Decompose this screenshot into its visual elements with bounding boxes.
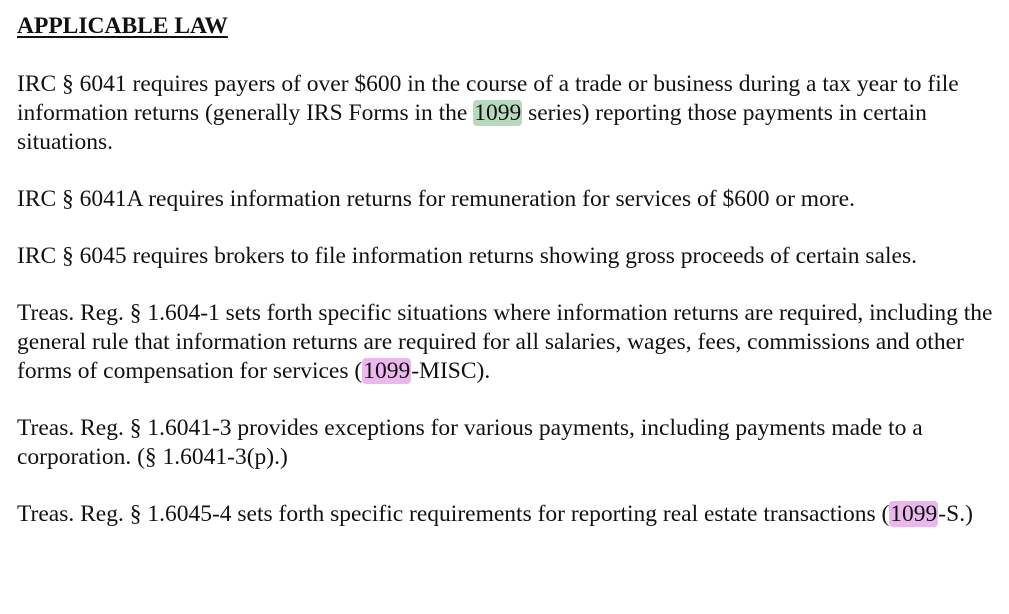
paragraph-text: Treas. Reg. § 1.6045-4 sets forth specific requirements for reporting real estate transactions ( bbox=[17, 501, 890, 527]
paragraph-text: Treas. Reg. § 1.604-1 sets forth specific situations where information returns are required, including the general rule that information returns are required for all salaries, wages, fees, commissions and other forms of compensation for services ( bbox=[17, 300, 993, 384]
paragraph-treas-reg-1-604-1 bbox=[17, 299, 1002, 386]
paragraph-text: series) reporting those payments in certain situations. bbox=[17, 100, 927, 155]
paragraph-irc-6045: IRC § 6045 requires brokers to file information returns showing gross proceeds of certain sales. bbox=[17, 243, 917, 269]
paragraph-treas-reg-1-6045-4 bbox=[17, 500, 1002, 529]
highlighted-term-1099: 1099 bbox=[363, 358, 411, 384]
paragraph-irc-6041a: IRC § 6041A requires information returns for remuneration for services of $600 or more. bbox=[17, 186, 855, 212]
document-body bbox=[17, 10, 1002, 557]
paragraph-text: -S.) bbox=[938, 501, 973, 527]
highlighted-term-1099: 1099 bbox=[474, 100, 522, 126]
paragraph-text: -MISC). bbox=[411, 358, 491, 384]
paragraph-treas-reg-1-6041-3: Treas. Reg. § 1.6041-3 provides exceptions for various payments, including payments made to a corporation. (§ 1.6041-3(p).) bbox=[17, 415, 923, 470]
paragraph-text: IRC § 6041 requires payers of over $600 in the course of a trade or business during a tax year to file information returns (generally IRS Forms in the bbox=[17, 71, 959, 126]
section-heading: APPLICABLE LAW bbox=[17, 13, 228, 39]
highlighted-term-1099: 1099 bbox=[890, 501, 938, 527]
paragraph-irc-6041 bbox=[17, 70, 1002, 157]
